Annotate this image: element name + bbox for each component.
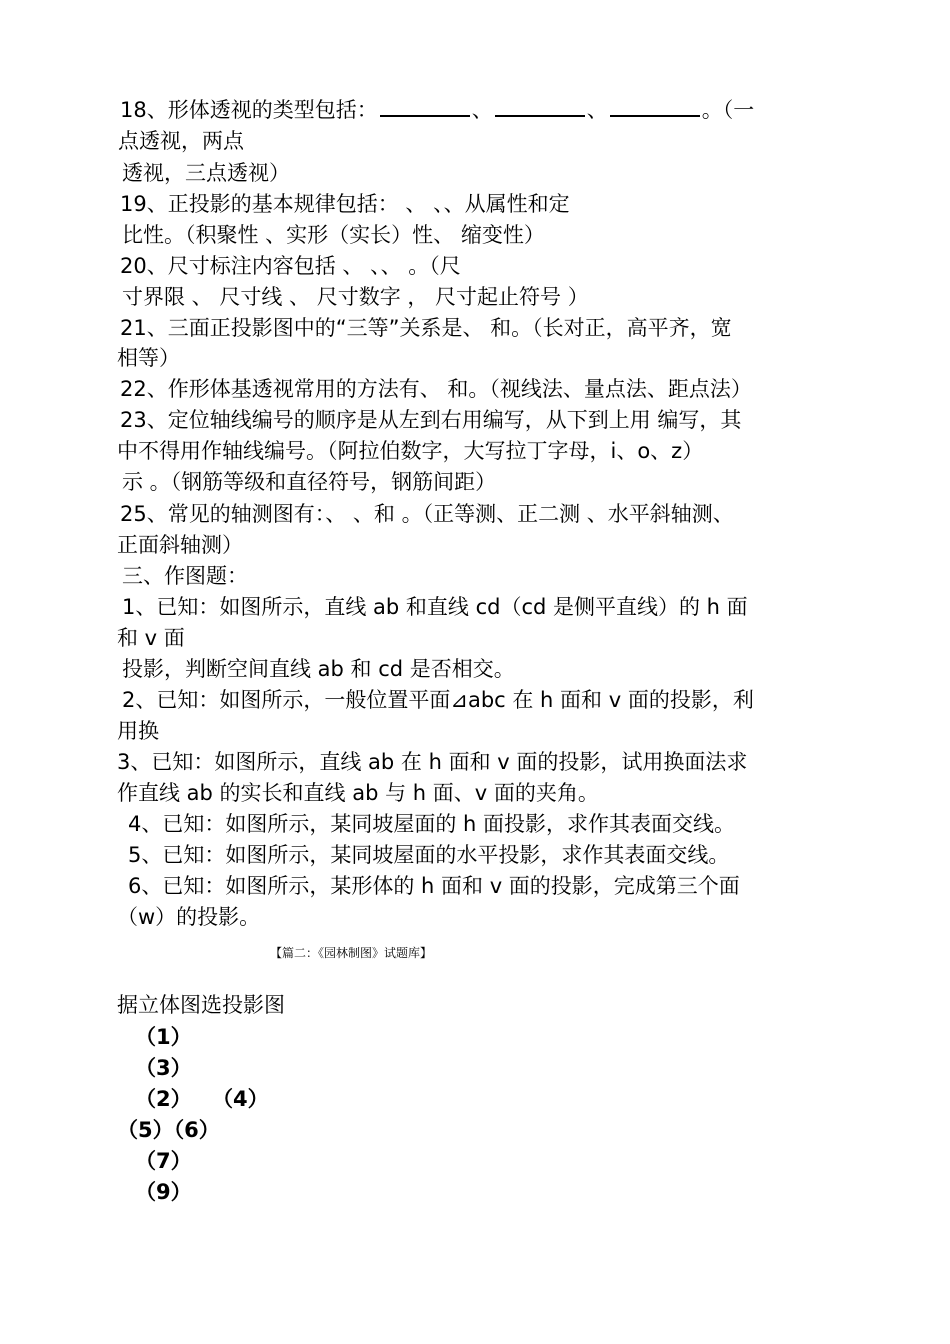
text-line: 透视，三点透视） bbox=[122, 161, 290, 185]
answer-number: （5）（6） bbox=[117, 1118, 220, 1142]
text-line: 25、常见的轴测图有：、 、和 。（正等测、正二测 、水平斜轴测、 bbox=[120, 502, 734, 526]
text-line: 三、作图题： bbox=[122, 564, 248, 588]
answer-number: （2） bbox=[135, 1087, 192, 1111]
text-line: 3、已知：如图所示，直线 ab 在 h 面和 v 面的投影，试用换面法求 bbox=[117, 750, 748, 774]
text-line: 用换 bbox=[117, 719, 159, 743]
text-line: （w）的投影。 bbox=[117, 905, 261, 929]
text-line: 示 。（钢筋等级和直径符号，钢筋间距） bbox=[122, 470, 497, 494]
text-line: 23、定位轴线编号的顺序是从左到右用编写，从下到上用 编写，其 bbox=[120, 408, 742, 432]
text-line: 22、作形体基透视常用的方法有、 和。（视线法、量点法、距点法） bbox=[120, 377, 752, 401]
text-line: 20、尺寸标注内容包括 、 、、 。（尺 bbox=[120, 254, 461, 278]
text-line: 相等） bbox=[117, 346, 180, 370]
answer-number: （9） bbox=[135, 1180, 192, 1204]
section-caption: 【篇二：《园林制图》试题库】 bbox=[270, 946, 433, 960]
question-18-line bbox=[120, 95, 754, 125]
separator: 、 bbox=[586, 98, 608, 122]
question-text: 。（一 bbox=[701, 98, 755, 122]
answer-blank bbox=[495, 95, 585, 117]
text-line: 19、正投影的基本规律包括： 、 、、从属性和定 bbox=[120, 192, 570, 216]
text-line: 1、已知：如图所示，直线 ab 和直线 cd（cd 是侧平直线）的 h 面 bbox=[122, 595, 748, 619]
text-line: 投影，判断空间直线 ab 和 cd 是否相交。 bbox=[122, 657, 515, 681]
answer-blank bbox=[610, 95, 700, 117]
text-line: 和 v 面 bbox=[117, 626, 185, 650]
text-line: 作直线 ab 的实长和直线 ab 与 h 面、v 面的夹角。 bbox=[117, 781, 599, 805]
section-title: 据立体图选投影图 bbox=[117, 993, 285, 1017]
separator: 、 bbox=[471, 98, 493, 122]
text-line: 寸界限 、 尺寸线 、 尺寸数字 ， 尺寸起止符号 ） bbox=[122, 285, 589, 309]
question-text: 18、形体透视的类型包括： bbox=[120, 98, 378, 122]
answer-number: （3） bbox=[135, 1056, 192, 1080]
text-line: 中不得用作轴线编号。（阿拉伯数字，大写拉丁字母，i、o、z） bbox=[117, 439, 704, 463]
text-line: 2、已知：如图所示，一般位置平面⊿abc 在 h 面和 v 面的投影，利 bbox=[122, 688, 754, 712]
text-line: 比性。（积聚性 、实形（实长）性、 缩变性） bbox=[122, 223, 545, 247]
answer-number: （4） bbox=[212, 1087, 269, 1111]
answer-number: （7） bbox=[135, 1149, 192, 1173]
text-line: 4、已知：如图所示，某同坡屋面的 h 面投影，求作其表面交线。 bbox=[128, 812, 736, 836]
text-line: 21、三面正投影图中的“三等”关系是、 和。（长对正，高平齐，宽 bbox=[120, 316, 732, 340]
text-line: 5、已知：如图所示，某同坡屋面的水平投影，求作其表面交线。 bbox=[128, 843, 730, 867]
text-line: 点透视，两点 bbox=[118, 129, 244, 153]
text-line: 正面斜轴测） bbox=[117, 533, 243, 557]
answer-blank bbox=[380, 95, 470, 117]
answer-number: （1） bbox=[135, 1025, 192, 1049]
text-line: 6、已知：如图所示，某形体的 h 面和 v 面的投影，完成第三个面 bbox=[128, 874, 740, 898]
